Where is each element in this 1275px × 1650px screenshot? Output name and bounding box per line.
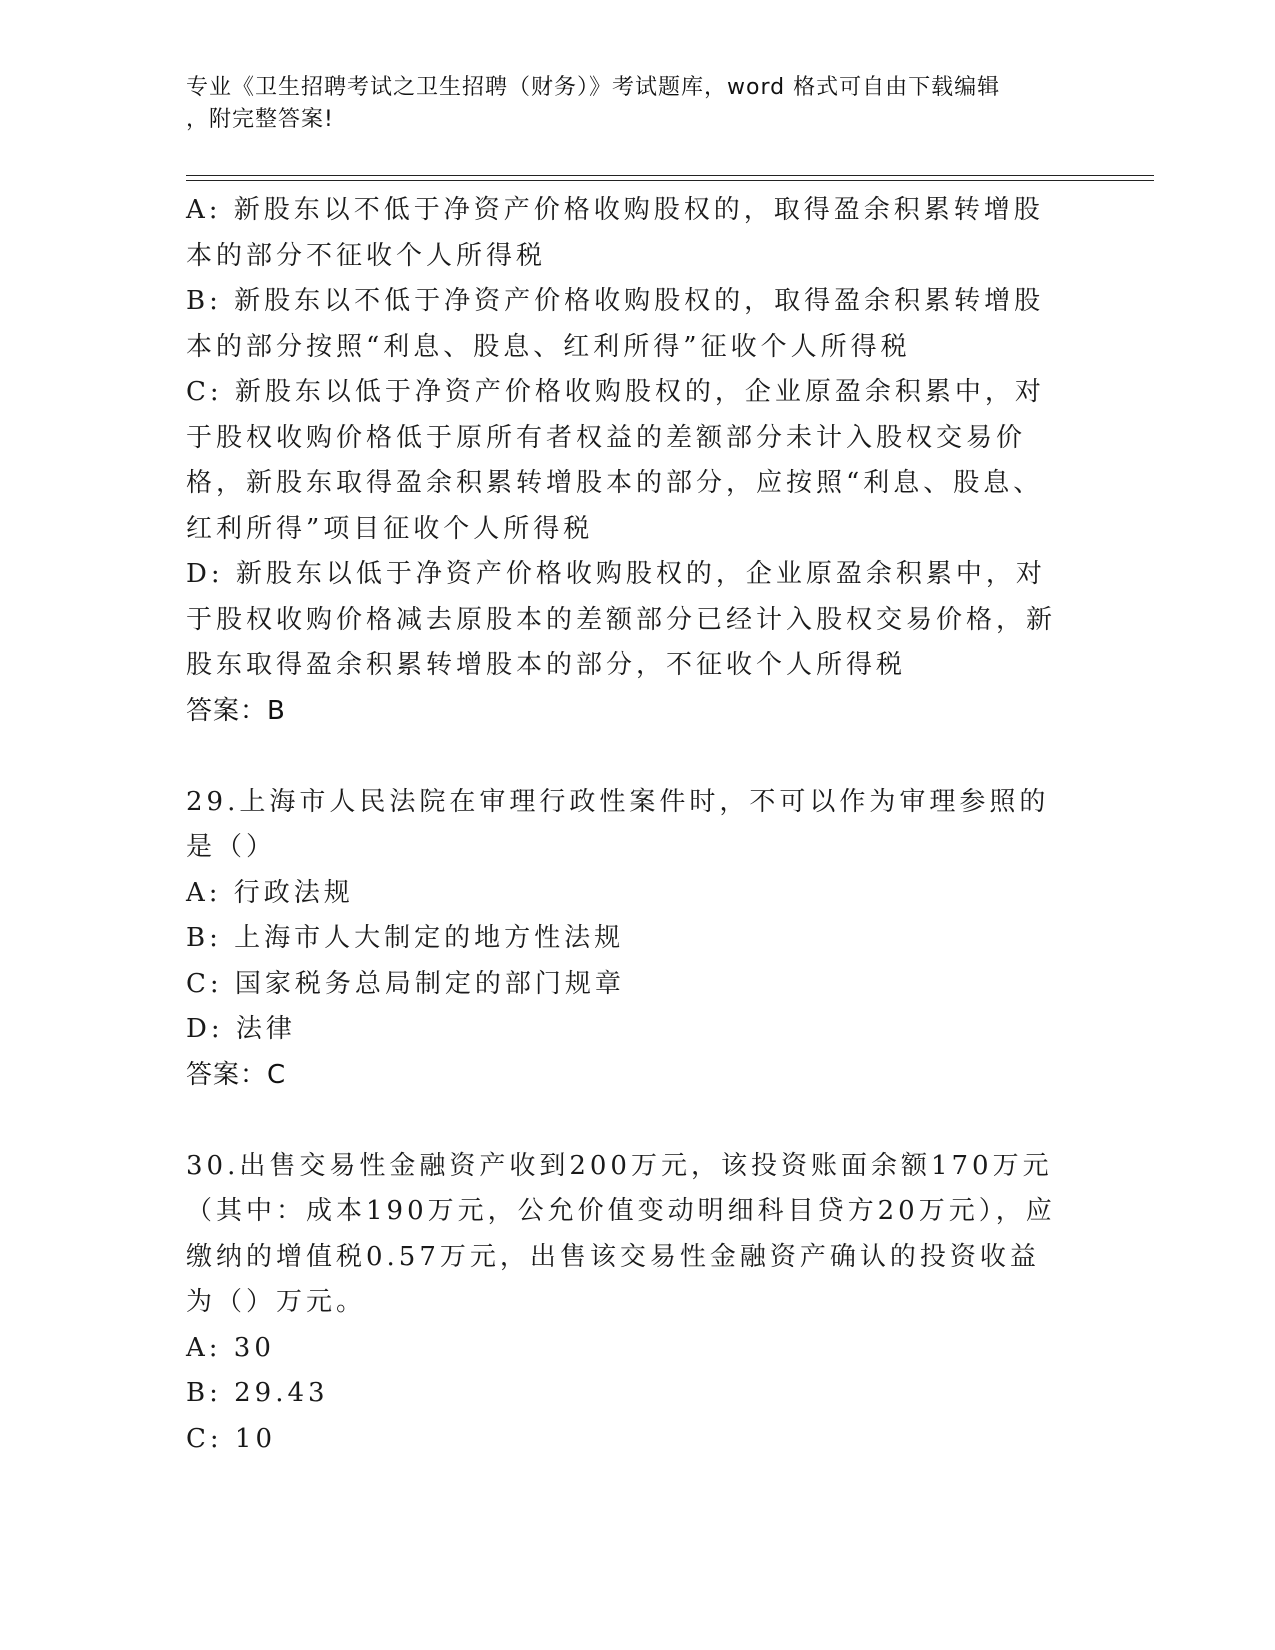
option-b: B: 上海市人大制定的地方性法规 <box>186 923 625 953</box>
option-c: C: 国家税务总局制定的部门规章 <box>186 968 625 999</box>
question-30 <box>186 1144 1066 1463</box>
document-body <box>186 188 1066 1462</box>
spacer <box>186 1098 1066 1144</box>
header-divider-top <box>186 175 1154 176</box>
header-line-1: 专业《卫生招聘考试之卫生招聘（财务）》考试题库，word 格式可自由下载编辑 <box>186 75 1001 100</box>
answer-label: 答案：C <box>186 1059 287 1090</box>
option-a: A: 行政法规 <box>186 877 354 908</box>
option-d: D: 新股东以低于净资产价格收购股权的，企业原盈余积累中，对于股权收购价格减去原股本的差额部分已经计入股权交易价格，新股东取得盈余积累转增股本的部分，不征收个人所得税 <box>186 559 1057 680</box>
header-line-2: ，附完整答案! <box>186 107 334 132</box>
answer-label: 答案：B <box>186 695 286 726</box>
option-a: A: 新股东以不低于净资产价格收购股权的，取得盈余积累转增股本的部分不征收个人所得税 <box>186 195 1044 271</box>
option-c: C: 新股东以低于净资产价格收购股权的，企业原盈余积累中，对于股权收购价格低于原所有者权益的差额部分未计入股权交易价格，新股东取得盈余积累转增股本的部分，应按照“利息、股息、红利所得”项目征收个人所得税 <box>186 377 1045 544</box>
document-header <box>186 72 1066 136</box>
option-d: D: 法律 <box>186 1014 296 1044</box>
question-stem: 29.上海市人民法院在审理行政性案件时，不可以作为审理参照的是（） <box>186 786 1050 862</box>
spacer <box>186 734 1066 780</box>
question-28-tail <box>186 188 1066 734</box>
option-b: B: 29.43 <box>186 1378 329 1408</box>
option-b: B: 新股东以不低于净资产价格收购股权的，取得盈余积累转增股本的部分按照“利息、股息、红利所得”征收个人所得税 <box>186 286 1045 362</box>
question-stem: 30.出售交易性金融资产收到200万元，该投资账面余额170万元（其中：成本190万元，公允价值变动明细科目贷方20万元），应缴纳的增值税0.57万元，出售该交易性金融资产确认的投资收益为（）万元。 <box>186 1150 1056 1317</box>
question-29 <box>186 780 1066 1099</box>
option-a: A: 30 <box>186 1332 275 1363</box>
option-c: C: 10 <box>186 1423 277 1454</box>
header-divider-bottom <box>186 180 1154 181</box>
